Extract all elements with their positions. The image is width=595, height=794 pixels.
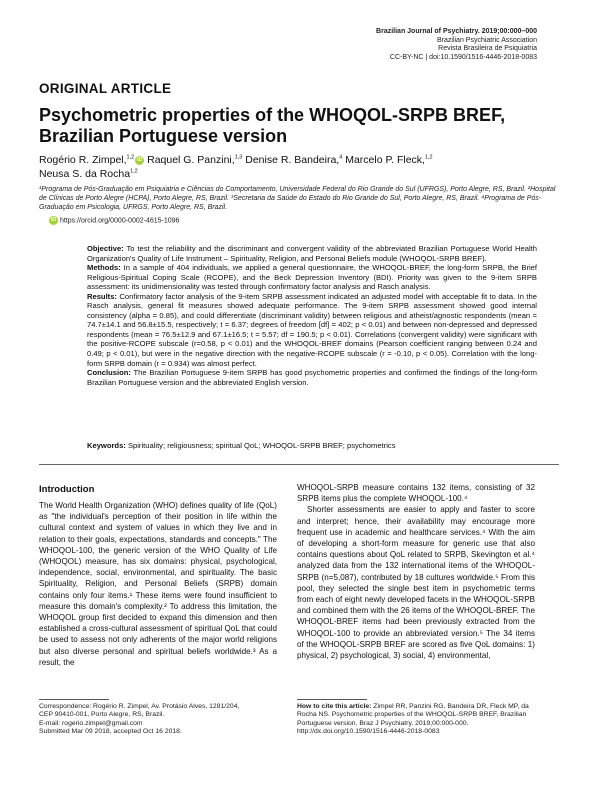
author-affil-sup: 1,2 (424, 154, 433, 161)
footnote-rule-left (39, 699, 109, 700)
abstract (87, 244, 537, 387)
right-column (297, 482, 535, 661)
correspondence-line: CEP 90410-001, Porto Alegre, RS, Brazil. (39, 711, 165, 719)
keywords (87, 441, 537, 450)
abstract-objective-label: Objective: (87, 244, 124, 253)
footnote-rule-right (297, 699, 367, 700)
section-heading-introduction: Introduction (39, 484, 95, 495)
author-list (39, 153, 559, 181)
author-name: Raquel G. Panzini, (147, 154, 235, 166)
journal-name: Brazilian Journal of Psychiatry. 2019;00:000–000 (376, 28, 537, 35)
abstract-conclusion: The Brazilian Portuguese 9-item SRPB has good psychometric properties and confirmed the findings of the long-form Brazilian Portuguese version and the abbreviated English version. (87, 368, 537, 387)
right-paragraph-1: WHOQOL-SRPB measure contains 132 items, consisting of 32 SRPB items plus the complete WHOQOL-100.⁴ (297, 483, 535, 504)
journal-revista: Revista Brasileira de Psiquiatria (438, 45, 537, 53)
abstract-conclusion-label: Conclusion: (87, 368, 131, 378)
author-affil-sup: 1,2 (126, 154, 135, 161)
intro-paragraph: The World Health Organization (WHO) defines quality of life (QoL) as "the individual's perception of their position in life within the cultural context and system of values in which they live and in relation to their goals, expectations, standards and concepts." The WHOQOL-100, the generic version of the WHO Quality of Life (WHOQOL) measure, has six domains: physical, psychological, independence, social, environmental, and spirituality. The basic Spirituality, Religion, and Personal Beliefs (SRPB) domain contains only four items.¹ These items were found insufficient to measure this domain's complexity.² To address this limitation, the WHOQOL group first decided to expand this dimension and then established a cross-cultural assessment of spiritual QoL that could be used to assess not only adherents of the major world religions but also diverse personal and spiritual beliefs worldwide.³ As a result, the (39, 501, 277, 667)
author-name: Rogério R. Zimpel, (39, 154, 127, 166)
author-name: Denise R. Bandeira, (245, 154, 340, 166)
abstract-results-label: Results: (87, 291, 117, 301)
citation-footnote (297, 703, 537, 737)
cite-text[interactable]: Zimpel RR, Panzini RG, Bandeira DR, Fleck MP, da Rocha NS. Psychometric properties of the WHOQOL-SRPB BREF, Brazilian Portuguese version. Braz J Psychiatry. 2019;00:000-000. http://dx.doi.org/10.1590/1516-4446-2018-0083 (297, 703, 529, 736)
right-paragraph-2: Shorter assessments are easier to apply and faster to score and interpret; hence, their availability may encourage more frequent use in academic and healthcare services.⁴ With the aim of developing a short-form measure for generic use that also contains questions about QoL related to SRPB, Skevington et al.⁴ analyzed data from the 132 international items of the WHOQOL-SRPB (n=5,087), contributed by 18 cultures worldwide.⁵ From this pool, they selected the single best item in psychometric terms from each of eight newly developed facets in the WHOQOL-SRPB and combined them with the 26 items of the WHOQOL-BREF. The WHOQOL-BREF items had been previously extracted from the WHOQOL-100 to provide an abbreviated version.⁵ The 34 items of the WHOQOL-SRPB BREF are scored as five QoL domains: 1) physical, 2) psychological, 3) social, 4) environmental, (297, 505, 535, 661)
correspondence-footnote (39, 703, 277, 737)
abstract-methods: In a sample of 404 individuals, we applied a general questionnaire, the WHOQOL-BREF, the long-form SRPB, the Brief Religious-Spiritual Coping Scale (RCOPE), and the Beck Depression Inventory (BDI). Priority was given to the 9-item SRPB assessment: its unidimensionality was tested through confirmatory factor analysis and Rasch analysis. (87, 263, 537, 292)
abstract-objective: To test the reliability and the discriminant and convergent validity of the abbreviated Brazilian Portuguese World Health Organization's Quality of Life Instrument – Spirituality, Religion, and Personal Beliefs module (WHOQOL-SRPB BREF). (87, 244, 537, 263)
keywords-list: Spirituality; religiousness; spiritual QoL; WHOQOL-SRPB BREF; psychometrics (127, 441, 396, 450)
orcid-line (48, 216, 179, 225)
affiliations: ¹Programa de Pós-Graduação em Psiquiatria e Ciências do Comportamento, Universidade Federal do Rio Grande do Sul (UFRGS), Porto Alegre, RS, Brazil. ²Hospital de Clínicas de Porto Alegre (HCPA), Porto Alegre, RS, Brazil. ³Secretaria da Saúde do Estado do Rio Grande do Sul, Porto Alegre, RS, Brazil. ⁴Programa de Pós-Graduação em Psicologia, UFRGS, Porto Alegre, RS, Brazil. (39, 186, 556, 212)
correspondence-email[interactable]: E-mail: rogerio.zimpel@gmail.com (39, 719, 143, 727)
author-affil-sup: 1,3 (234, 154, 243, 161)
cite-label: How to cite this article: (297, 703, 372, 710)
article-title: Psychometric properties of the WHOQOL-SRPB BREF, Brazilian Portuguese version (39, 105, 506, 146)
journal-license-doi[interactable]: CC-BY-NC | doi:10.1590/1516-4446-2018-0083 (389, 53, 537, 61)
left-column (39, 500, 277, 668)
submission-dates: Submitted Mar 09 2018, accepted Oct 16 2018. (39, 728, 182, 736)
author-name: Marcelo P. Fleck, (345, 154, 425, 166)
orcid-icon: iD (50, 217, 57, 223)
journal-association: Brazilian Psychiatric Association (437, 36, 537, 44)
keywords-label: Keywords: (87, 441, 126, 450)
abstract-methods-label: Methods: (87, 263, 121, 273)
section-divider (39, 464, 559, 465)
correspondence-line: Correspondence: Rogério R. Zimpel, Av. Protásio Alves, 1281/204, (39, 703, 240, 710)
orcid-link[interactable]: https://orcid.org/0000-0002-4615-1096 (59, 217, 180, 225)
author-affil-sup: 1,2 (130, 168, 138, 175)
author-affil-sup: 4 (339, 154, 343, 161)
author-name: Neusa S. da Rocha (39, 168, 131, 180)
journal-header (277, 28, 537, 62)
orcid-icon[interactable]: iD (136, 156, 143, 163)
abstract-results: Confirmatory factor analysis of the 9-item SRPB assessment indicated an adjusted model with acceptable fit to data. In the Rasch analysis, general fit measures showed adequate performance. The 9-item SRPB assessment showed good internal consistency (alpha = 0.85), and could differentiate (discriminant validity) between religious and atheist/agnostic respondents (mean = 74.7±14.1 and 56.8±15.5, respectively; t = 6.37; degrees of freedom [df] = 402; p < 0.01) and between non-depressed and depressed respondents (mean = 76.5±12.9 and 67.1±16.5; t = 5.57; df = 190.5; p < 0.01). Correlations (convergent validity) were significant with the positive-RCOPE subscale (r=0.58, p < 0.01) and the WHOQOL-BREF domains (Pearson coefficient ranging between 0.24 and 0.49; p < 0.01), but were in the negative direction with the negative-RCOPE subscale (r = -0.10, p < 0.05). Correlation with the long-form SRPB domain (r = 0.934) was almost perfect. (87, 291, 537, 368)
article-type: ORIGINAL ARTICLE (39, 81, 172, 96)
